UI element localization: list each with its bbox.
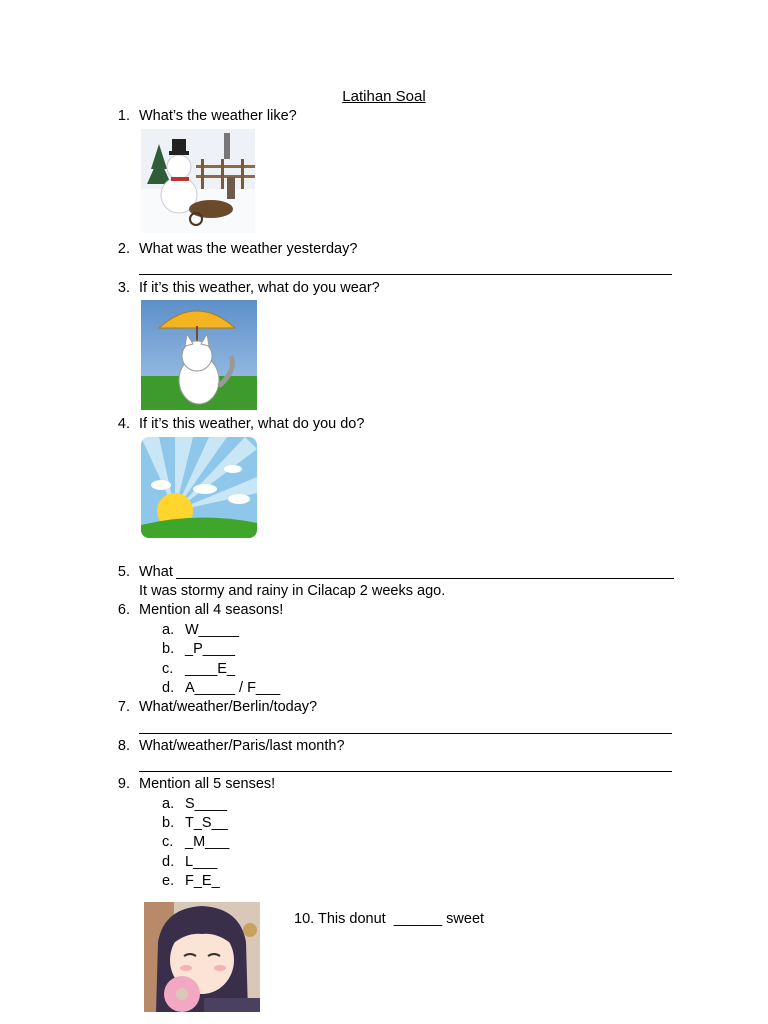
question-5-answer: It was stormy and rainy in Cilacap 2 weeks ago. [139, 583, 446, 599]
question-number: 5. [117, 564, 130, 580]
item-letter: a. [162, 622, 175, 638]
item-letter: d. [162, 680, 175, 696]
question-number: 2. [117, 241, 130, 257]
item-text: ____E_ [185, 661, 235, 677]
item-letter: b. [162, 815, 175, 831]
item-letter: d. [162, 854, 175, 870]
item-text: A_____ / F___ [185, 680, 281, 696]
page-title: Latihan Soal [342, 88, 426, 105]
question-number: 8. [117, 738, 130, 754]
snowman-winter-image [141, 129, 255, 233]
item-text: F_E_ [185, 873, 220, 889]
item-text: _P____ [185, 641, 235, 657]
sunrise-sunny-image [141, 437, 257, 538]
cat-umbrella-rain-image [141, 300, 257, 410]
answer-line [139, 771, 672, 772]
question-number: 9. [117, 776, 130, 792]
question-9-text: Mention all 5 senses! [139, 776, 276, 792]
question-number: 7. [117, 699, 130, 715]
question-10-text: This donut ______ sweet [318, 911, 485, 927]
item-letter: c. [162, 661, 174, 677]
anime-girl-donut-image [144, 902, 260, 1012]
question-7-text: What/weather/Berlin/today? [139, 699, 318, 715]
item-letter: c. [162, 834, 174, 850]
question-4-text: If it’s this weather, what do you do? [139, 416, 365, 432]
question-number: 3. [117, 280, 130, 296]
answer-line [139, 733, 672, 734]
question-10-number: 10. [294, 911, 315, 927]
answer-line [176, 578, 674, 579]
item-letter: a. [162, 796, 175, 812]
item-text: L___ [185, 854, 218, 870]
item-letter: e. [162, 873, 175, 889]
answer-line [139, 274, 672, 275]
item-text: S____ [185, 796, 227, 812]
question-6-text: Mention all 4 seasons! [139, 602, 284, 618]
question-5-text: What [139, 564, 173, 580]
item-text: W_____ [185, 622, 240, 638]
question-2-text: What was the weather yesterday? [139, 241, 358, 257]
item-text: _M___ [185, 834, 230, 850]
question-number: 1. [117, 108, 130, 124]
question-8-text: What/weather/Paris/last month? [139, 738, 345, 754]
item-letter: b. [162, 641, 175, 657]
question-number: 4. [117, 416, 130, 432]
question-1-text: What’s the weather like? [139, 108, 297, 124]
item-text: T_S__ [185, 815, 228, 831]
question-number: 6. [117, 602, 130, 618]
question-3-text: If it’s this weather, what do you wear? [139, 280, 380, 296]
